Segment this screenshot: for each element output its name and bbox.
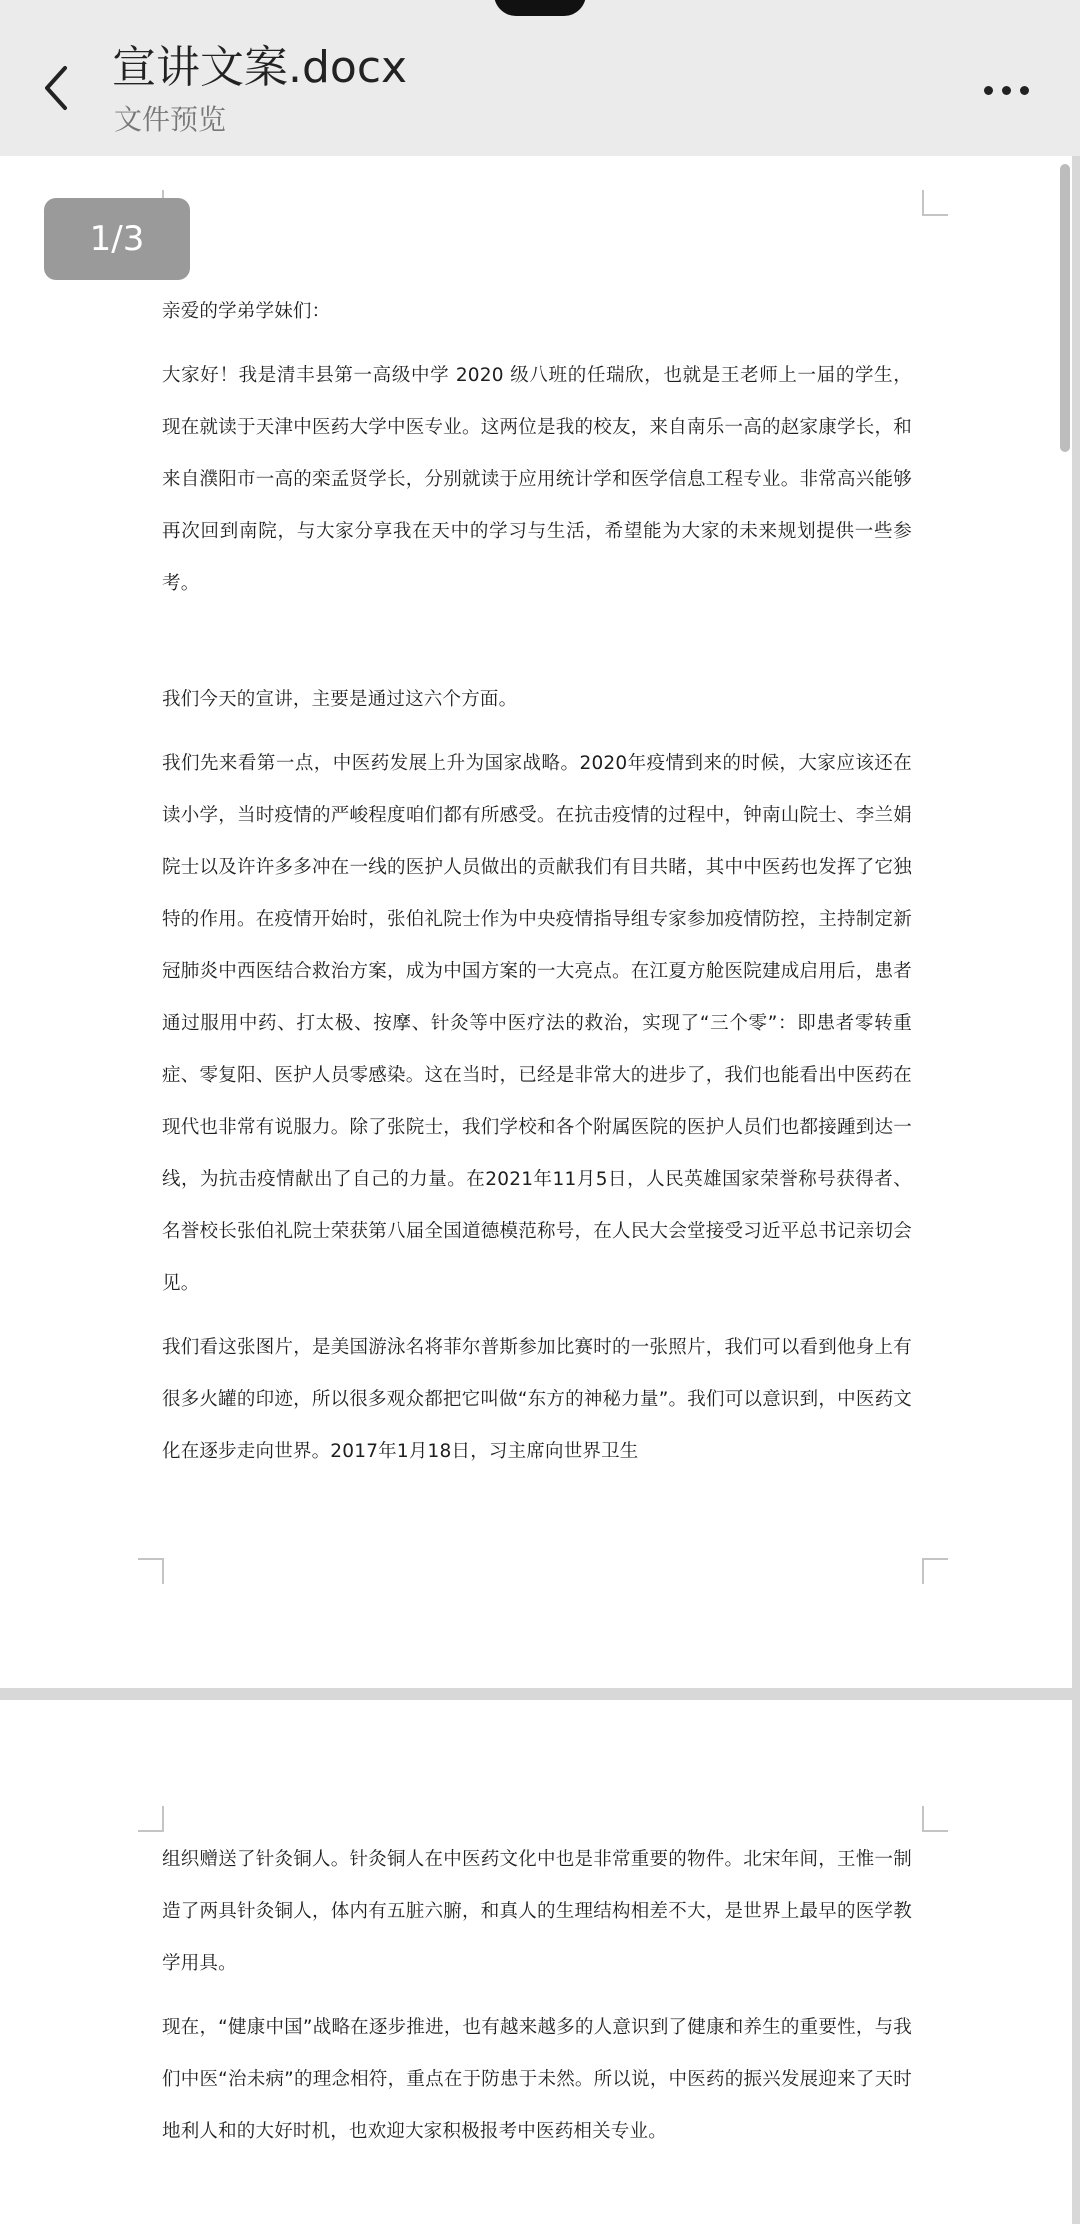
margin-mark: [138, 1558, 164, 1584]
paragraph: 大家好！我是清丰县第一高级中学 2020 级八班的任瑞欣，也就是王老师上一届的学生，现在就读于天津中医药大学中医专业。这两位是我的校友，来自南乐一高的赵家康学长，和来自濮阳市一高的栾孟贤学长，分别就读于应用统计学和医学信息工程专业。非常高兴能够再次回到南院，与大家分享我在天中的学习与生活，希望能为大家的未来规划提供一些参考。: [162, 365, 912, 594]
back-button[interactable]: [26, 52, 86, 124]
page-2-text: [162, 1834, 912, 2158]
paragraph: 现在，“健康中国”战略在逐步推进，也有越来越多的人意识到了健康和养生的重要性，与我们中医“治未病”的理念相符，重点在于防患于未然。所以说，中医药的振兴发展迎来了天时地利人和的大好时机，也欢迎大家积极报考中医药相关专业。: [162, 2017, 912, 2142]
page-1-text: [162, 286, 912, 1478]
preview-label: 文件预览: [114, 103, 227, 136]
margin-mark: [922, 1558, 948, 1584]
camera-notch: [494, 0, 586, 16]
more-dot-icon: [984, 86, 993, 95]
paragraph: 组织赠送了针灸铜人。针灸铜人在中医药文化中也是非常重要的物件。北宋年间，王惟一制造了两具针灸铜人，体内有五脏六腑，和真人的生理结构相差不大，是世界上最早的医学教学用具。: [162, 1849, 912, 1974]
more-dot-icon: [1020, 86, 1029, 95]
margin-mark: [922, 190, 948, 216]
document-page-1: [0, 156, 1072, 1688]
scrollbar-thumb[interactable]: [1060, 164, 1070, 452]
more-options-button[interactable]: [970, 62, 1042, 118]
top-bar: [0, 0, 1080, 156]
paragraph: 亲爱的学弟学妹们：: [162, 301, 331, 322]
paragraph: 我们先来看第一点，中医药发展上升为国家战略。2020年疫情到来的时候，大家应该还在读小学，当时疫情的严峻程度咱们都有所感受。在抗击疫情的过程中，钟南山院士、李兰娟院士以及许许多多冲在一线的医护人员做出的贡献我们有目共睹，其中中医药也发挥了它独特的作用。在疫情开始时，张伯礼院士作为中央疫情指导组专家参加疫情防控，主持制定新冠肺炎中西医结合救治方案，成为中国方案的一大亮点。在江夏方舱医院建成启用后，患者通过服用中药、打太极、按摩、针灸等中医疗法的救治，实现了“三个零”：即患者零转重症、零复阳、医护人员零感染。这在当时，已经是非常大的进步了，我们也能看出中医药在现代也非常有说服力。除了张院士，我们学校和各个附属医院的医护人员们也都接踵到达一线，为抗击疫情献出了自己的力量。在2021年11月5日，人民英雄国家荣誉称号获得者、名誉校长张伯礼院士荣获第八届全国道德模范称号，在人民大会堂接受习近平总书记亲切会见。: [162, 753, 912, 1294]
margin-mark: [922, 1806, 948, 1832]
chevron-left-icon: [41, 64, 71, 112]
page-indicator: 1/3: [44, 198, 190, 280]
document-title: 宣讲文案.docx: [112, 42, 408, 93]
paragraph: 我们看这张图片，是美国游泳名将菲尔普斯参加比赛时的一张照片，我们可以看到他身上有很多火罐的印迹，所以很多观众都把它叫做“东方的神秘力量”。我们可以意识到，中医药文化在逐步走向世界。2017年1月18日，习主席向世界卫生: [162, 1337, 912, 1462]
paragraph: 我们今天的宣讲，主要是通过这六个方面。: [162, 689, 518, 710]
document-page-2: [0, 1700, 1072, 2224]
more-dot-icon: [1002, 86, 1011, 95]
margin-mark: [138, 1806, 164, 1832]
